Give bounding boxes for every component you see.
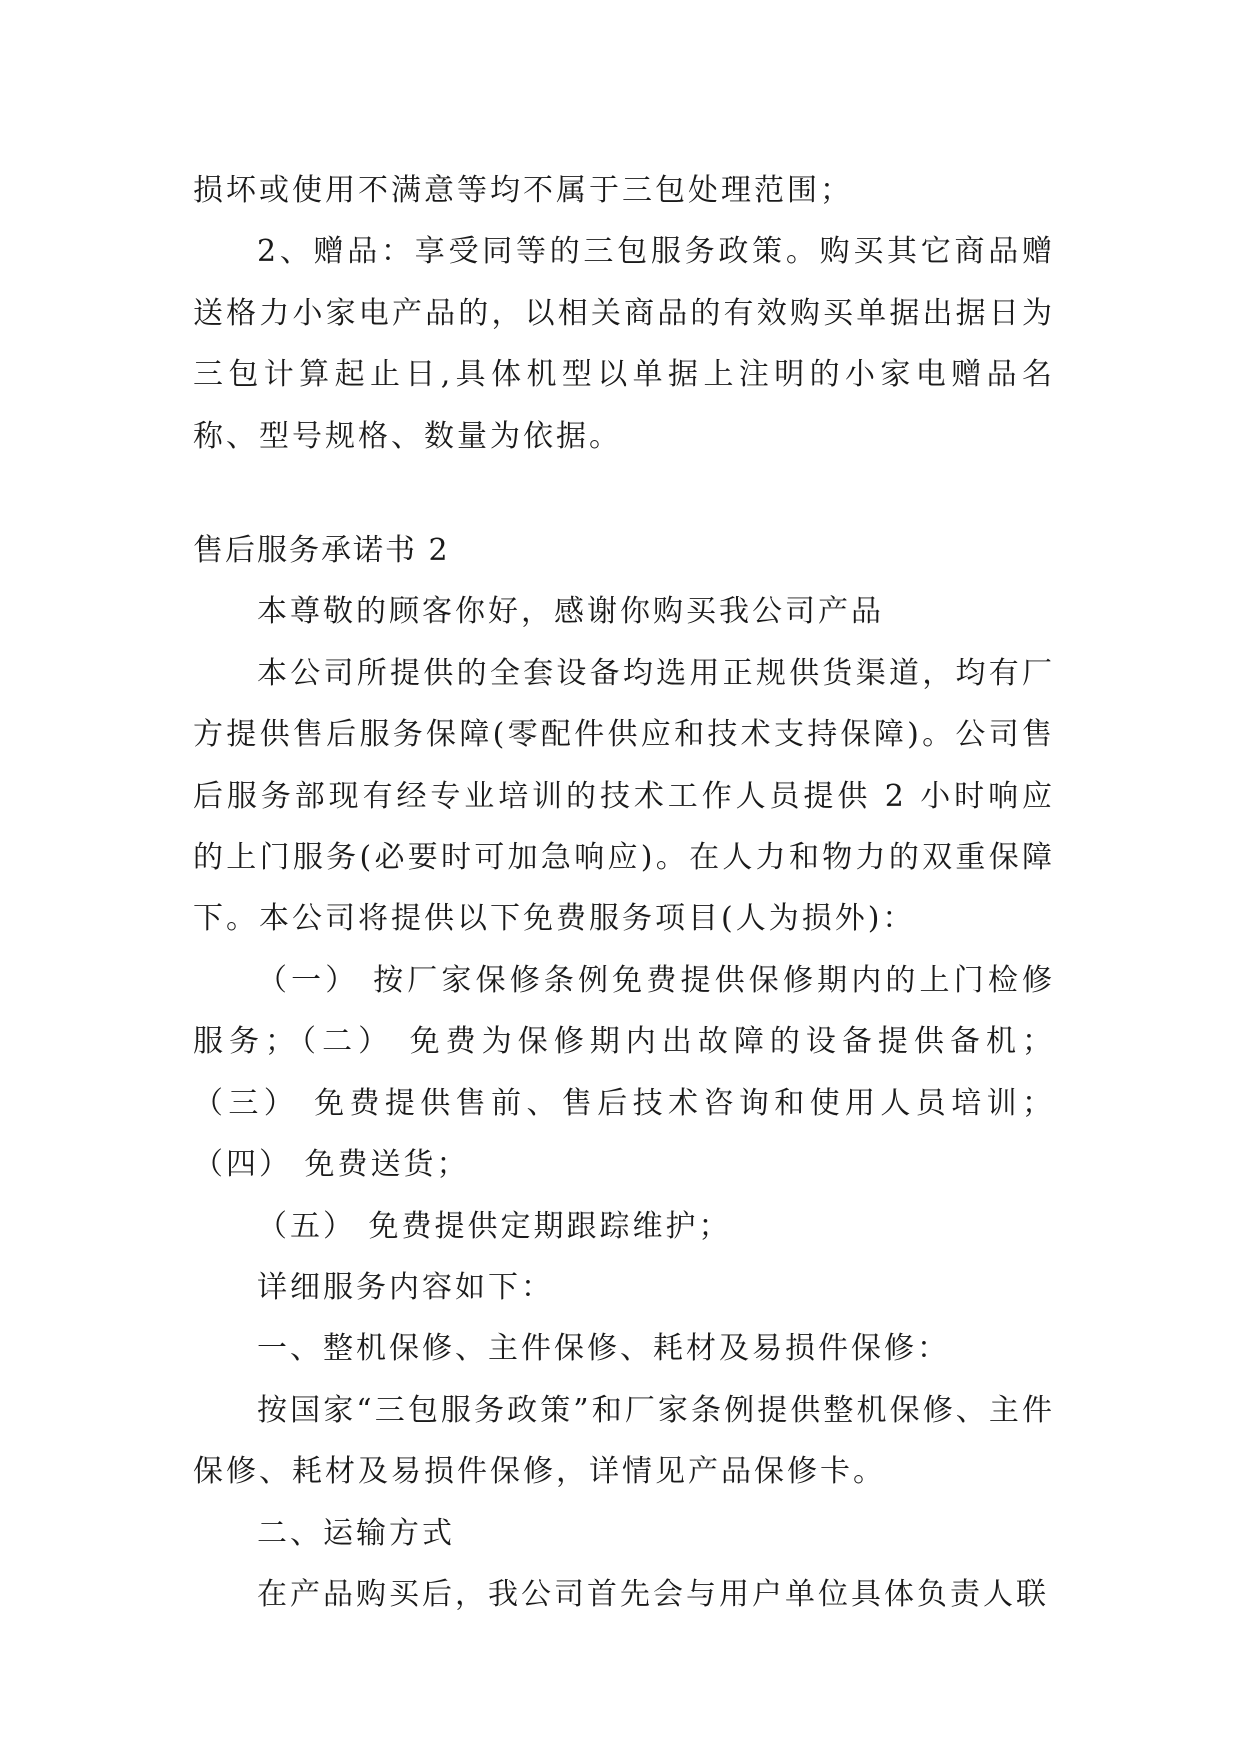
paragraph-warranty-heading: 一、整机保修、主件保修、耗材及易损件保修： — [257, 1331, 950, 1367]
paragraph-greeting: 本尊敬的顾客你好，感谢你购买我公司产品 — [257, 594, 884, 630]
paragraph-transport-body: 在产品购买后，我公司首先会与用户单位具体负责人联 — [257, 1576, 1049, 1612]
paragraph-transport-heading: 二、运输方式 — [257, 1515, 455, 1551]
section-title: 售后服务承诺书 2 — [193, 533, 450, 569]
paragraph-maintenance: （五） 免费提供定期跟踪维护； — [257, 1208, 732, 1244]
section-spacer — [193, 467, 1055, 520]
paragraph-gift-policy: 2、赠品：享受同等的三包服务政策。购买其它商品赠送格力小家电产品的，以相关商品的有效购买单据出据日为三包计算起止日,具体机型以单据上注明的小家电赠品名称、型号规格、数量为依据。 — [193, 234, 1055, 454]
paragraph-company-guarantee: 本公司所提供的全套设备均选用正规供货渠道，均有厂方提供售后服务保障(零配件供应和技术支持保障)。公司售后服务部现有经专业培训的技术工作人员提供 2 小时响应的上门服务(必要时可加急响应)。在人力和物力的双重保障下。本公司将提供以下免费服务项目(人为损外)： — [193, 655, 1055, 937]
paragraph-continuation: 损坏或使用不满意等均不属于三包处理范围； — [193, 173, 853, 208]
paragraph-warranty-body: 按国家“三包服务政策”和厂家条例提供整机保修、主件保修、耗材及易损件保修，详情见产品保修卡。 — [193, 1392, 1055, 1490]
paragraph-free-services: （一） 按厂家保修条例免费提供保修期内的上门检修服务；（二） 免费为保修期内出故障的设备提供备机；（三） 免费提供售前、售后技术咨询和使用人员培训；（四） 免费送货； — [193, 962, 1055, 1183]
paragraph-details-intro: 详细服务内容如下： — [257, 1269, 554, 1305]
document-body — [193, 160, 1055, 1625]
